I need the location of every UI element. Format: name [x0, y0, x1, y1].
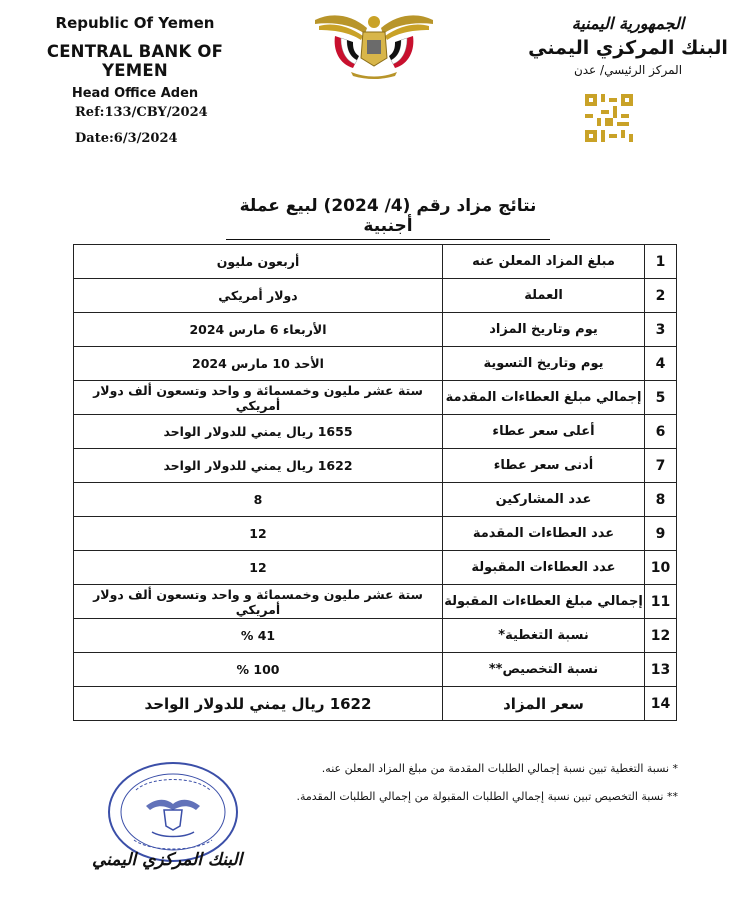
row-value: الأحد 10 مارس 2024	[74, 347, 443, 381]
row-label: سعر المزاد	[443, 687, 645, 721]
row-label: العملة	[443, 279, 645, 313]
country-name-en: Republic Of Yemen	[55, 14, 215, 32]
qr-code-icon	[585, 94, 633, 142]
row-label: مبلغ المزاد المعلن عنه	[443, 245, 645, 279]
row-number: 5	[645, 381, 677, 415]
row-label: عدد المشاركين	[443, 483, 645, 517]
office-name-en: Head Office Aden	[71, 86, 199, 101]
row-value: 1655 ريال يمني للدولار الواحد	[74, 415, 443, 449]
row-value: 1622 ريال يمني للدولار الواحد	[74, 449, 443, 483]
arabic-header	[528, 12, 728, 77]
row-value: أربعون مليون	[74, 245, 443, 279]
row-number: 2	[645, 279, 677, 313]
table-row	[74, 381, 677, 415]
document-date: Date:6/3/2024	[75, 131, 178, 146]
table-row	[74, 347, 677, 381]
country-name-ar: الجمهورية اليمنية	[571, 14, 685, 33]
row-label: يوم وتاريخ المزاد	[443, 313, 645, 347]
row-number: 3	[645, 313, 677, 347]
office-name-ar: المركز الرئيسي/ عدن	[573, 63, 683, 77]
row-number: 11	[645, 585, 677, 619]
table-row	[74, 483, 677, 517]
table-row	[74, 687, 677, 721]
row-label: عدد العطاءات المقدمة	[443, 517, 645, 551]
row-number: 14	[645, 687, 677, 721]
table-row	[74, 245, 677, 279]
row-number: 4	[645, 347, 677, 381]
row-label: إجمالي مبلغ العطاءات المقبولة	[443, 585, 645, 619]
row-value: 8	[74, 483, 443, 517]
bank-name-ar: البنك المركزي اليمني	[528, 37, 728, 59]
bank-name-en: CENTRAL BANK OF YEMEN	[46, 42, 224, 80]
table-row	[74, 585, 677, 619]
row-value: 41 %	[74, 619, 443, 653]
row-label: نسبة التغطية*	[443, 619, 645, 653]
row-value: دولار أمريكي	[74, 279, 443, 313]
row-label: عدد العطاءات المقبولة	[443, 551, 645, 585]
row-number: 7	[645, 449, 677, 483]
row-label: نسبة التخصيص**	[443, 653, 645, 687]
page-title: نتائج مزاد رقم (4/ 2024) لبيع عملة أجنبية	[226, 196, 550, 240]
bank-stamp-icon	[106, 760, 240, 864]
row-value: 12	[74, 551, 443, 585]
table-row	[74, 653, 677, 687]
row-value: 100 %	[74, 653, 443, 687]
row-number: 13	[645, 653, 677, 687]
row-value: الأربعاء 6 مارس 2024	[74, 313, 443, 347]
row-label: أعلى سعر عطاء	[443, 415, 645, 449]
footnote-coverage: * نسبة التغطية تبين نسبة إجمالي الطلبات المقدمة من مبلغ المزاد المعلن عنه.	[321, 762, 678, 775]
row-value: 1622 ريال يمني للدولار الواحد	[74, 687, 443, 721]
footnotes	[297, 762, 679, 819]
row-number: 9	[645, 517, 677, 551]
yemen-emblem-icon	[311, 10, 437, 80]
row-number: 10	[645, 551, 677, 585]
table-row	[74, 517, 677, 551]
row-number: 8	[645, 483, 677, 517]
signature: البنك المركزي اليمني	[92, 850, 243, 870]
table-row	[74, 415, 677, 449]
row-label: أدنى سعر عطاء	[443, 449, 645, 483]
row-value: 12	[74, 517, 443, 551]
english-header	[30, 12, 240, 101]
reference-number: Ref:133/CBY/2024	[75, 105, 208, 120]
row-label: يوم وتاريخ التسوية	[443, 347, 645, 381]
table-row	[74, 279, 677, 313]
table-row	[74, 313, 677, 347]
row-number: 6	[645, 415, 677, 449]
row-number: 1	[645, 245, 677, 279]
auction-results-table	[73, 244, 677, 721]
row-number: 12	[645, 619, 677, 653]
table-row	[74, 449, 677, 483]
footnote-allocation: ** نسبة التخصيص تبين نسبة إجمالي الطلبات المقبولة من إجمالي الطلبات المقدمة.	[296, 790, 678, 804]
table-row	[74, 551, 677, 585]
row-label: إجمالي مبلغ العطاءات المقدمة	[443, 381, 645, 415]
row-value: ستة عشر مليون وخمسمائة و واحد وتسعون ألف دولار أمريكي	[74, 381, 443, 415]
row-value: ستة عشر مليون وخمسمائة و واحد وتسعون ألف دولار أمريكي	[74, 585, 443, 619]
table-row	[74, 619, 677, 653]
